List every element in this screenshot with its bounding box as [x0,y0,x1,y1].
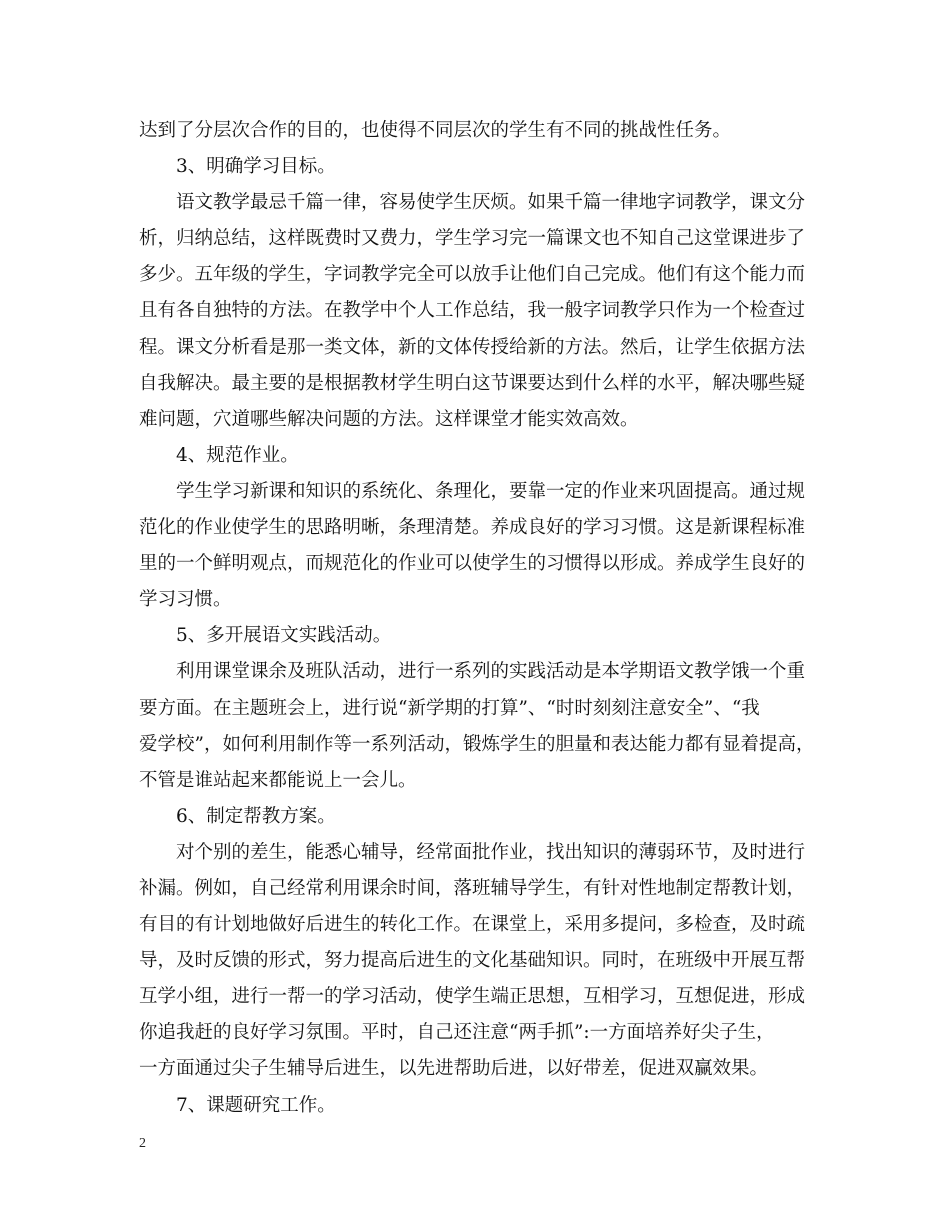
text-line: 范化的作业使学生的思路明晰，条理清楚。养成良好的学习习惯。这是新课程标准 [139,517,806,539]
paragraph-first-line: 3、明确学习目标。 [176,156,336,178]
text-line: 析，归纳总结，这样既费时又费力，学生学习完一篇课文也不知自己这堂课进步了 [139,228,806,250]
text-line: 程。课文分析看是那一类文体，新的文体传授给新的方法。然后，让学生依据方法 [139,336,806,358]
text-line: 导，及时反馈的形式，努力提高后进生的文化基础知识。同时，在班级中开展互帮 [139,950,806,972]
text-line: 达到了分层次合作的目的，也使得不同层次的学生有不同的挑战性任务。 [139,120,732,141]
paragraph-first-line: 学生学习新课和知识的系统化、条理化，要靠一定的作业来巩固提高。通过规 [176,480,806,502]
text-line: 有目的有计划地做好后进生的转化工作。在课堂上，采用多提问，多检查，及时疏 [139,914,806,936]
paragraph-first-line: 对个别的差生，能悉心辅导，经常面批作业，找出知识的薄弱环节，及时进行 [176,841,806,863]
text-line: 爱学校”，如何利用制作等一系列活动，锻炼学生的胆量和表达能力都有显着提高， [139,733,815,755]
paragraph-first-line: 利用课堂课余及班队活动，进行一系列的实践活动是本学期语文教学饿一个重 [176,661,806,683]
text-line: 学习习惯。 [139,589,232,611]
page-number: 2 [139,1136,146,1151]
paragraph-first-line: 6、制定帮教方案。 [176,805,336,827]
paragraph-first-line: 4、规范作业。 [176,444,299,466]
text-line: 自我解决。最主要的是根据教材学生明白这节课要达到什么样的水平，解决哪些疑 [139,372,806,394]
text-line: 补漏。例如，自己经常利用课余时间，落班辅导学生，有针对性地制定帮教计划， [139,877,806,899]
text-line: 一方面通过尖子生辅导后进生，以先进帮助后进，以好带差，促进双赢效果。 [139,1058,769,1080]
text-line: 且有各自独特的方法。在教学中个人工作总结，我一般字词教学只作为一个检查过 [139,300,806,322]
text-line: 要方面。在主题班会上，进行说“新学期的打算”、“时时刻刻注意安全”、“我 [139,697,760,719]
text-line: 不管是谁站起来都能说上一会儿。 [139,769,417,791]
paragraph-first-line: 语文教学最忌千篇一律，容易使学生厌烦。如果千篇一律地字词教学，课文分 [176,192,806,214]
text-line: 互学小组，进行一帮一的学习活动，使学生端正思想，互相学习，互想促进，形成 [139,986,806,1008]
paragraph-first-line: 5、多开展语文实践活动。 [176,625,392,647]
text-line: 你追我赶的良好学习氛围。平时，自己还注意“两手抓”:一方面培养好尖子生， [139,1022,775,1044]
body-text [139,113,831,1124]
paragraph-first-line: 7、课题研究工作。 [176,1094,336,1116]
text-line: 里的一个鲜明观点，而规范化的作业可以使学生的习惯得以形成。养成学生良好的 [139,553,806,575]
text-line: 多少。五年级的学生，字词教学完全可以放手让他们自己完成。他们有这个能力而 [139,264,806,286]
text-line: 难问题，穴道哪些解决问题的方法。这样课堂才能实效高效。 [139,408,639,430]
